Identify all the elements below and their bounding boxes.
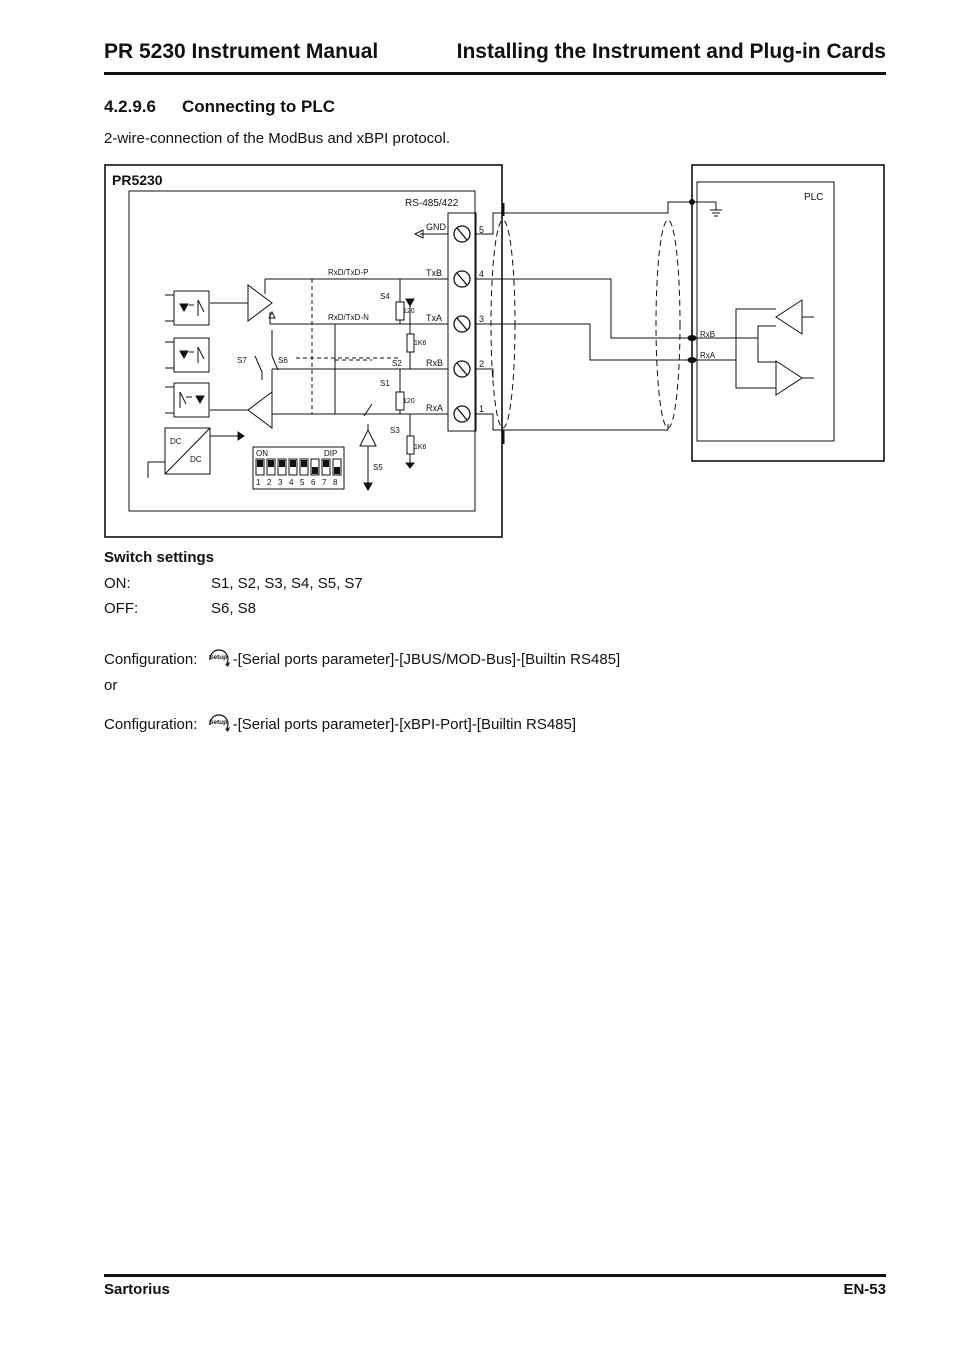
signal-txb: TxB xyxy=(426,268,443,278)
switch-labels xyxy=(373,292,402,472)
dip-knob xyxy=(301,460,307,467)
terminal-3: 3 xyxy=(479,314,485,324)
config-path-2: -[Serial ports parameter]-[xBPI-Port]-[Builtin RS485] xyxy=(232,716,577,733)
terminal-4: 4 xyxy=(479,269,485,279)
label-s2: S2 xyxy=(392,359,402,368)
dip-on-label: ON xyxy=(256,449,268,458)
r-bias-b: 1K6 xyxy=(414,340,427,347)
switch-settings-title: Switch settings xyxy=(104,549,215,566)
label-s1: S1 xyxy=(380,379,390,388)
dip-knob xyxy=(334,467,340,474)
dip-slots xyxy=(256,459,341,475)
label-rxd-txd-n: RxD/TxD-N xyxy=(328,313,369,322)
cable-shield-plc xyxy=(656,220,680,428)
wiring-diagram xyxy=(0,0,954,560)
plc-receive-icon xyxy=(776,361,802,395)
page-number: EN-53 xyxy=(843,1281,886,1298)
dip-num: 8 xyxy=(333,478,338,487)
plc-rxb: RxB xyxy=(700,330,716,339)
dip-num: 1 xyxy=(256,478,261,487)
r-bias-a: 1K6 xyxy=(414,444,427,451)
dip-knob xyxy=(323,460,329,467)
resistor-values xyxy=(403,308,427,451)
dip-num: 7 xyxy=(322,478,327,487)
on-label: ON: xyxy=(104,575,131,592)
dip-num: 4 xyxy=(289,478,294,487)
chapter-title: Installing the Instrument and Plug-in Cards xyxy=(456,40,886,63)
footer-rule xyxy=(104,1274,886,1277)
label-rxd-txd-p: RxD/TxD-P xyxy=(328,268,369,277)
terminal-signals xyxy=(426,222,447,413)
r-term-bot: 120 xyxy=(403,398,415,405)
plc-box xyxy=(692,165,884,461)
dc-out-label: DC xyxy=(190,455,202,464)
config-path-1: -[Serial ports parameter]-[JBUS/MOD-Bus]-[Builtin RS485] xyxy=(232,651,621,668)
signal-txa: TxA xyxy=(426,313,443,323)
terminal-block xyxy=(448,213,476,431)
footer-company: Sartorius xyxy=(104,1281,170,1298)
receive-amplifier-icon xyxy=(248,392,272,428)
label-s4: S4 xyxy=(380,292,390,301)
dip-num: 2 xyxy=(267,478,272,487)
off-value: S6, S8 xyxy=(211,600,257,617)
dip-numbers xyxy=(256,478,338,487)
terminal-1: 1 xyxy=(479,404,485,414)
or-text: or xyxy=(104,677,118,694)
svg-text:Setup: Setup xyxy=(208,654,227,661)
config-line-2 xyxy=(104,711,576,735)
terminal-2: 2 xyxy=(479,359,485,369)
dip-num: 5 xyxy=(300,478,305,487)
setup-icon xyxy=(206,646,232,670)
plc-inner-box xyxy=(697,182,834,441)
section-number: 4.2.9.6 xyxy=(104,97,156,116)
label-s5: S5 xyxy=(373,463,383,472)
setup-icon xyxy=(206,711,232,735)
interface-label: RS-485/422 xyxy=(405,198,459,209)
config-label: Configuration: xyxy=(104,651,198,668)
signal-rxa: RxA xyxy=(426,403,444,413)
plc-rxa: RxA xyxy=(700,351,716,360)
dip-knob xyxy=(312,467,318,474)
s7-switch xyxy=(255,356,262,372)
config-line-1 xyxy=(104,646,620,670)
signal-gnd: GND xyxy=(426,222,446,232)
optocoupler-icons xyxy=(165,291,209,417)
terminal-numbers xyxy=(479,225,484,414)
label-s7: S7 xyxy=(237,356,247,365)
section-intro: 2-wire-connection of the ModBus and xBPI protocol. xyxy=(104,130,451,147)
manual-title: PR 5230 Instrument Manual xyxy=(104,40,379,63)
pr5230-label: PR5230 xyxy=(112,172,163,188)
switch-on-row xyxy=(104,575,363,592)
dip-num: 3 xyxy=(278,478,283,487)
switch-off-row xyxy=(104,600,256,617)
label-s3: S3 xyxy=(390,426,400,435)
dip-knob xyxy=(290,460,296,467)
label-s6: S6 xyxy=(278,356,288,365)
off-label: OFF: xyxy=(104,600,139,617)
config-label: Configuration: xyxy=(104,716,198,733)
dip-knob xyxy=(257,460,263,467)
plc-transmit-icon xyxy=(776,300,802,334)
r-term-top: 120 xyxy=(403,308,415,315)
section-title: Connecting to PLC xyxy=(182,97,335,116)
terminal-screws xyxy=(454,226,470,422)
dip-label: DIP xyxy=(324,449,338,458)
dip-knob xyxy=(279,460,285,467)
plc-label: PLC xyxy=(804,192,824,203)
svg-text:Setup: Setup xyxy=(208,719,227,726)
dip-knob xyxy=(268,460,274,467)
transmit-amplifier-icon xyxy=(248,285,272,321)
on-value: S1, S2, S3, S4, S5, S7 xyxy=(211,575,363,592)
terminal-5: 5 xyxy=(479,225,485,235)
dip-num: 6 xyxy=(311,478,316,487)
dc-in-label: DC xyxy=(170,437,182,446)
s5-buffer-icon xyxy=(360,430,376,446)
signal-rxb: RxB xyxy=(426,358,444,368)
